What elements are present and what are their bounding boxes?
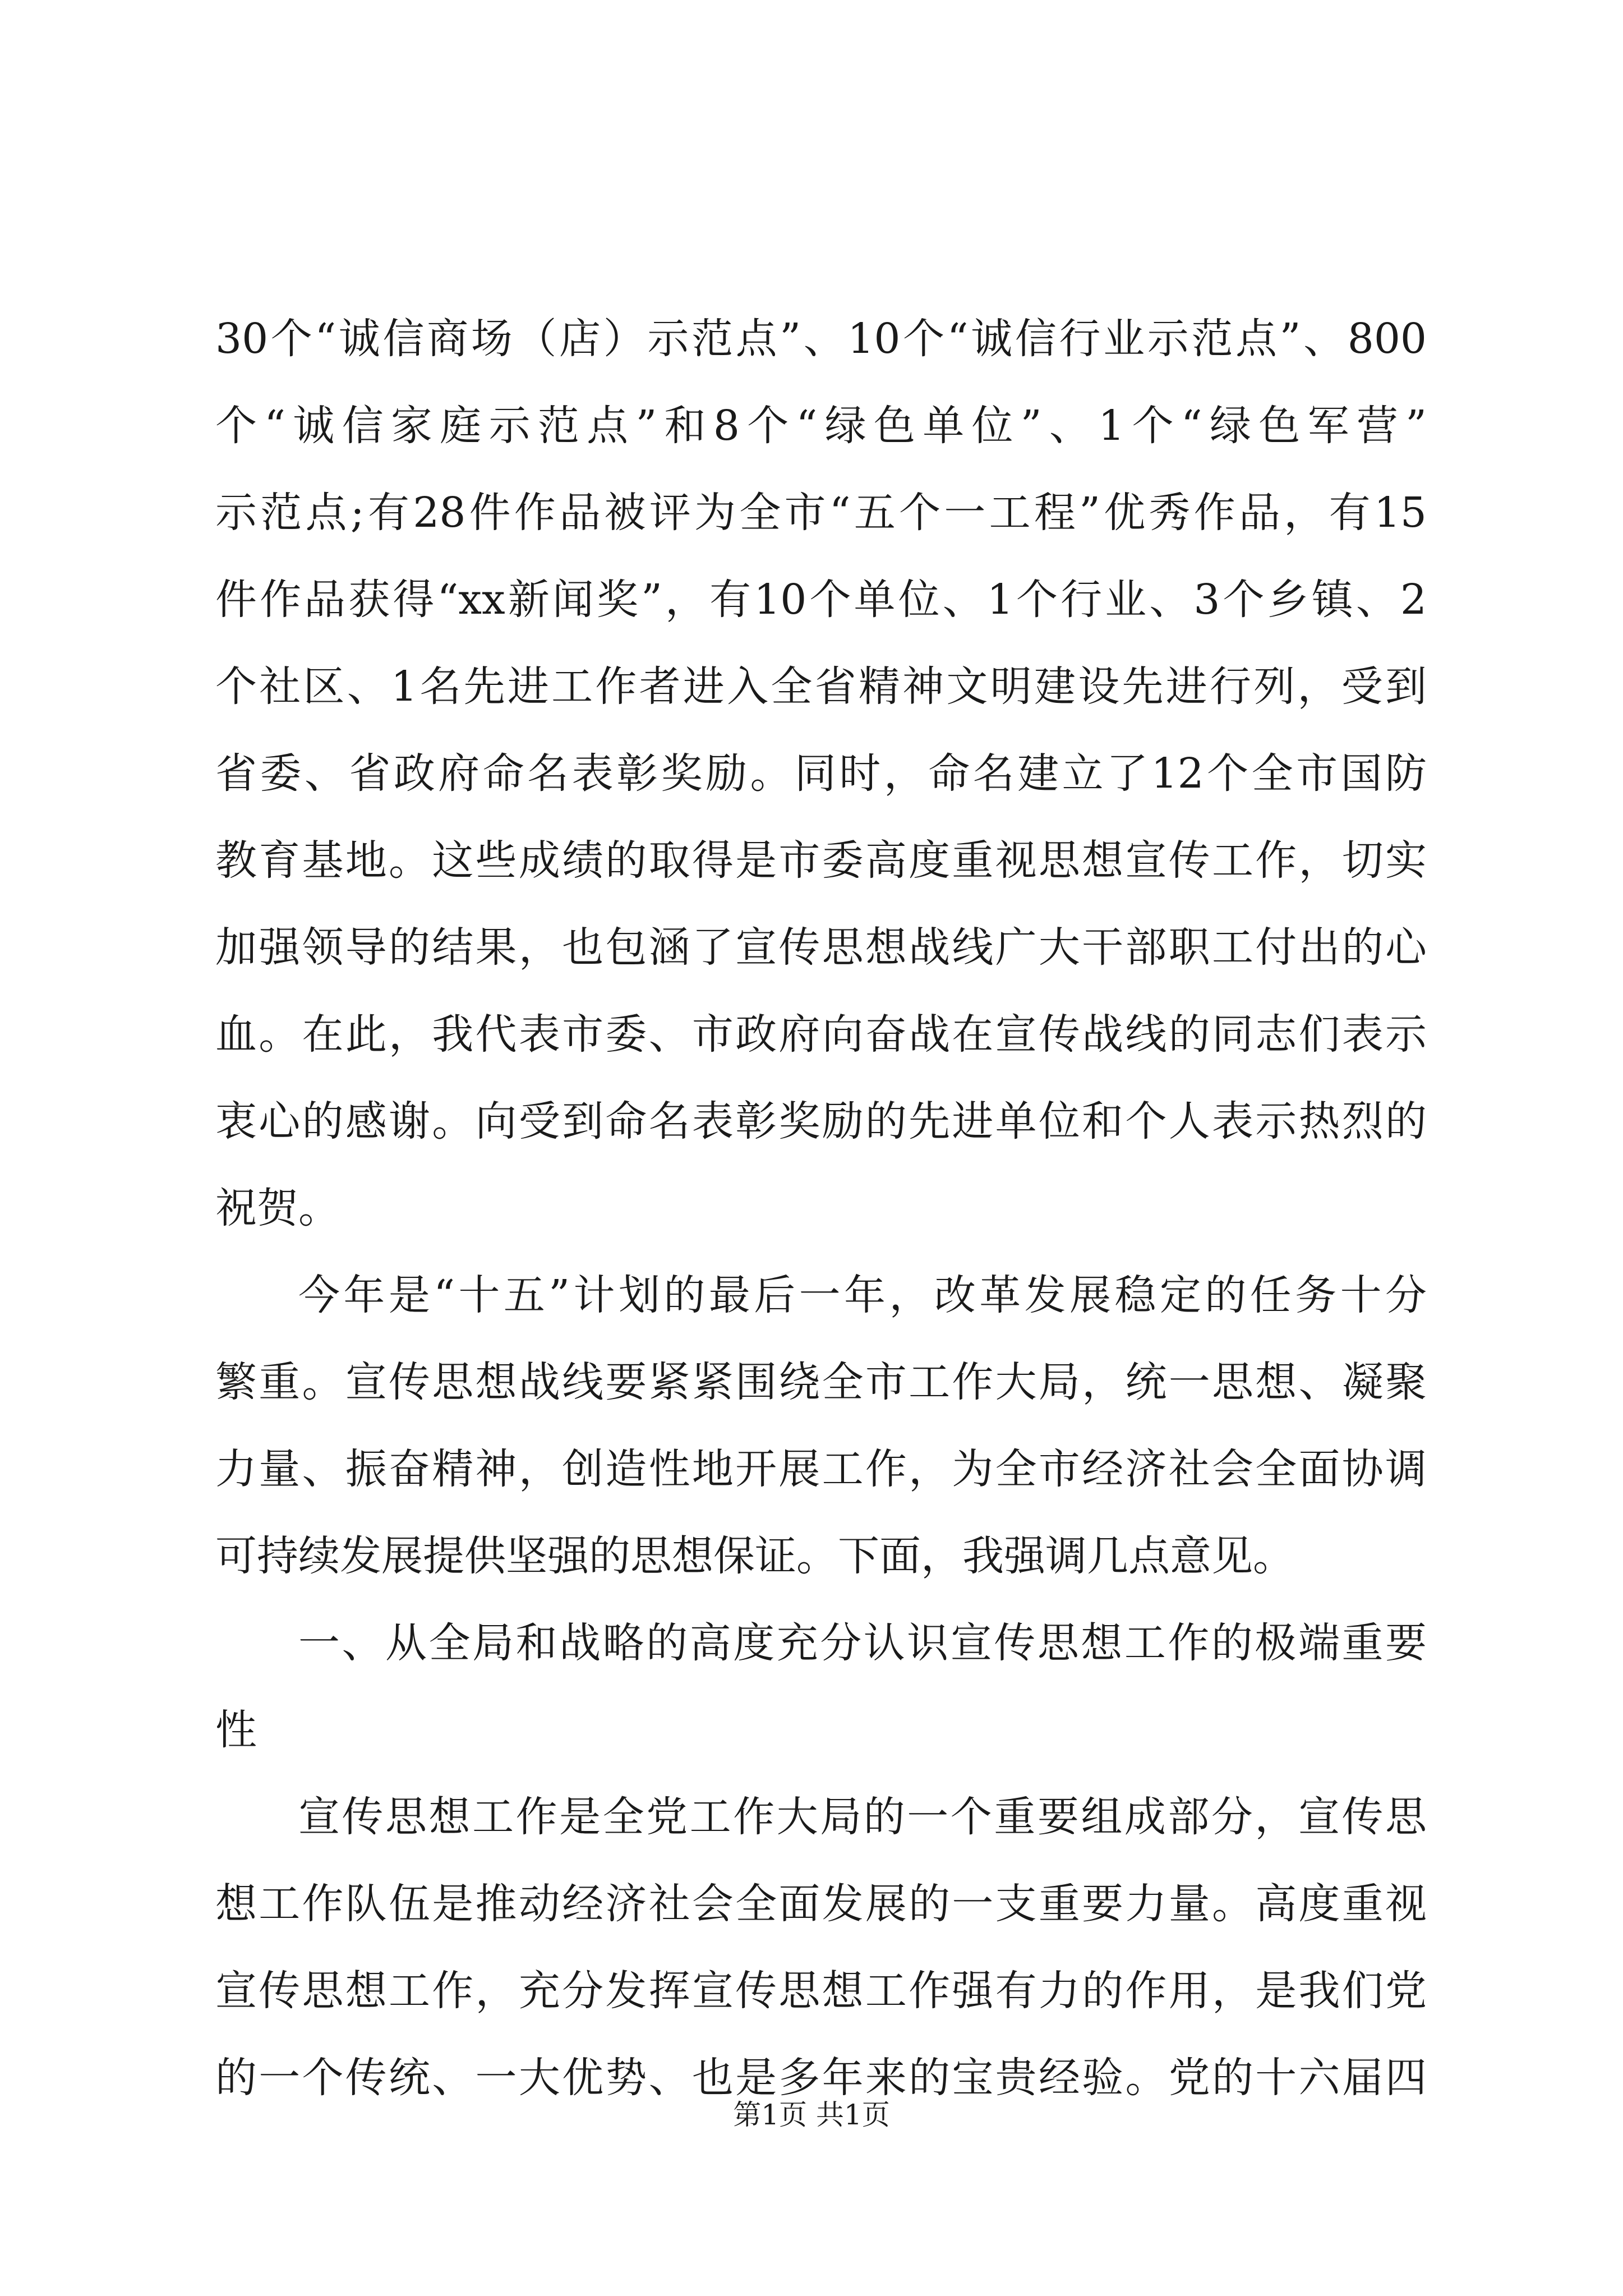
text-line — [215, 987, 1427, 1074]
page-footer: 第1页 共1页 — [733, 2099, 890, 2131]
text-line-content: 个社区、1名先进工作者进入全省精神文明建设先进行列，受到 — [215, 662, 1427, 711]
text-line — [215, 1944, 1427, 2031]
text-line — [215, 1857, 1427, 1944]
text-line-content: 教育基地。这些成绩的取得是市委高度重视思想宣传工作，切实 — [215, 836, 1427, 885]
text-line — [215, 466, 1427, 553]
text-line-content: 省委、省政府命名表彰奖励。同时，命名建立了12个全市国防 — [215, 749, 1427, 798]
text-line — [215, 900, 1427, 987]
text-line-content: 的一个传统、一大优势、也是多年来的宝贵经验。党的十六届四 — [215, 2053, 1427, 2102]
text-line-content: 示范点;有28件作品被评为全市“五个一工程”优秀作品，有15 — [215, 488, 1427, 537]
text-line — [215, 813, 1427, 900]
text-line-content: 性 — [215, 1705, 257, 1754]
text-line-content: 加强领导的结果，也包涵了宣传思想战线广大干部职工付出的心 — [215, 923, 1427, 972]
text-line — [215, 292, 1427, 379]
text-line — [215, 726, 1427, 813]
text-line — [215, 1770, 1427, 1857]
text-line — [215, 1683, 1427, 1770]
text-line — [215, 1248, 1427, 1335]
document-body — [215, 292, 1427, 2118]
text-line-content: 可持续发展提供坚强的思想保证。下面，我强调几点意见。 — [215, 1531, 1294, 1580]
text-line — [215, 553, 1427, 639]
text-line-content: 想工作队伍是推动经济社会全面发展的一支重要力量。高度重视 — [215, 1879, 1427, 1928]
text-line-content: 繁重。宣传思想战线要紧紧围绕全市工作大局，统一思想、凝聚 — [215, 1358, 1427, 1406]
text-line — [215, 1422, 1427, 1509]
text-line — [215, 379, 1427, 466]
text-line-content: 血。在此，我代表市委、市政府向奋战在宣传战线的同志们表示 — [215, 1010, 1427, 1059]
text-line-content: 个“诚信家庭示范点”和8个“绿色单位”、1个“绿色军营” — [215, 401, 1427, 450]
text-line — [215, 1161, 1427, 1248]
text-line-content: 30个“诚信商场（店）示范点”、10个“诚信行业示范点”、800 — [215, 314, 1427, 363]
text-line-content: 宣传思想工作是全党工作大局的一个重要组成部分，宣传思 — [298, 1792, 1427, 1841]
text-line — [215, 1074, 1427, 1161]
text-line-content: 件作品获得“xx新闻奖”，有10个单位、1个行业、3个乡镇、2 — [215, 575, 1427, 624]
text-line-content: 衷心的感谢。向受到命名表彰奖励的先进单位和个人表示热烈的 — [215, 1097, 1427, 1145]
text-line — [215, 639, 1427, 726]
text-line-content: 一、从全局和战略的高度充分认识宣传思想工作的极端重要 — [298, 1618, 1427, 1667]
text-line — [215, 1335, 1427, 1422]
text-line-content: 今年是“十五”计划的最后一年，改革发展稳定的任务十分 — [298, 1271, 1427, 1319]
text-line — [215, 1509, 1427, 1596]
text-line-content: 祝贺。 — [215, 1184, 340, 1232]
text-line — [215, 1596, 1427, 1683]
text-line-content: 宣传思想工作，充分发挥宣传思想工作强有力的作用，是我们党 — [215, 1966, 1427, 2015]
text-line-content: 力量、振奋精神，创造性地开展工作，为全市经济社会全面协调 — [215, 1444, 1427, 1493]
